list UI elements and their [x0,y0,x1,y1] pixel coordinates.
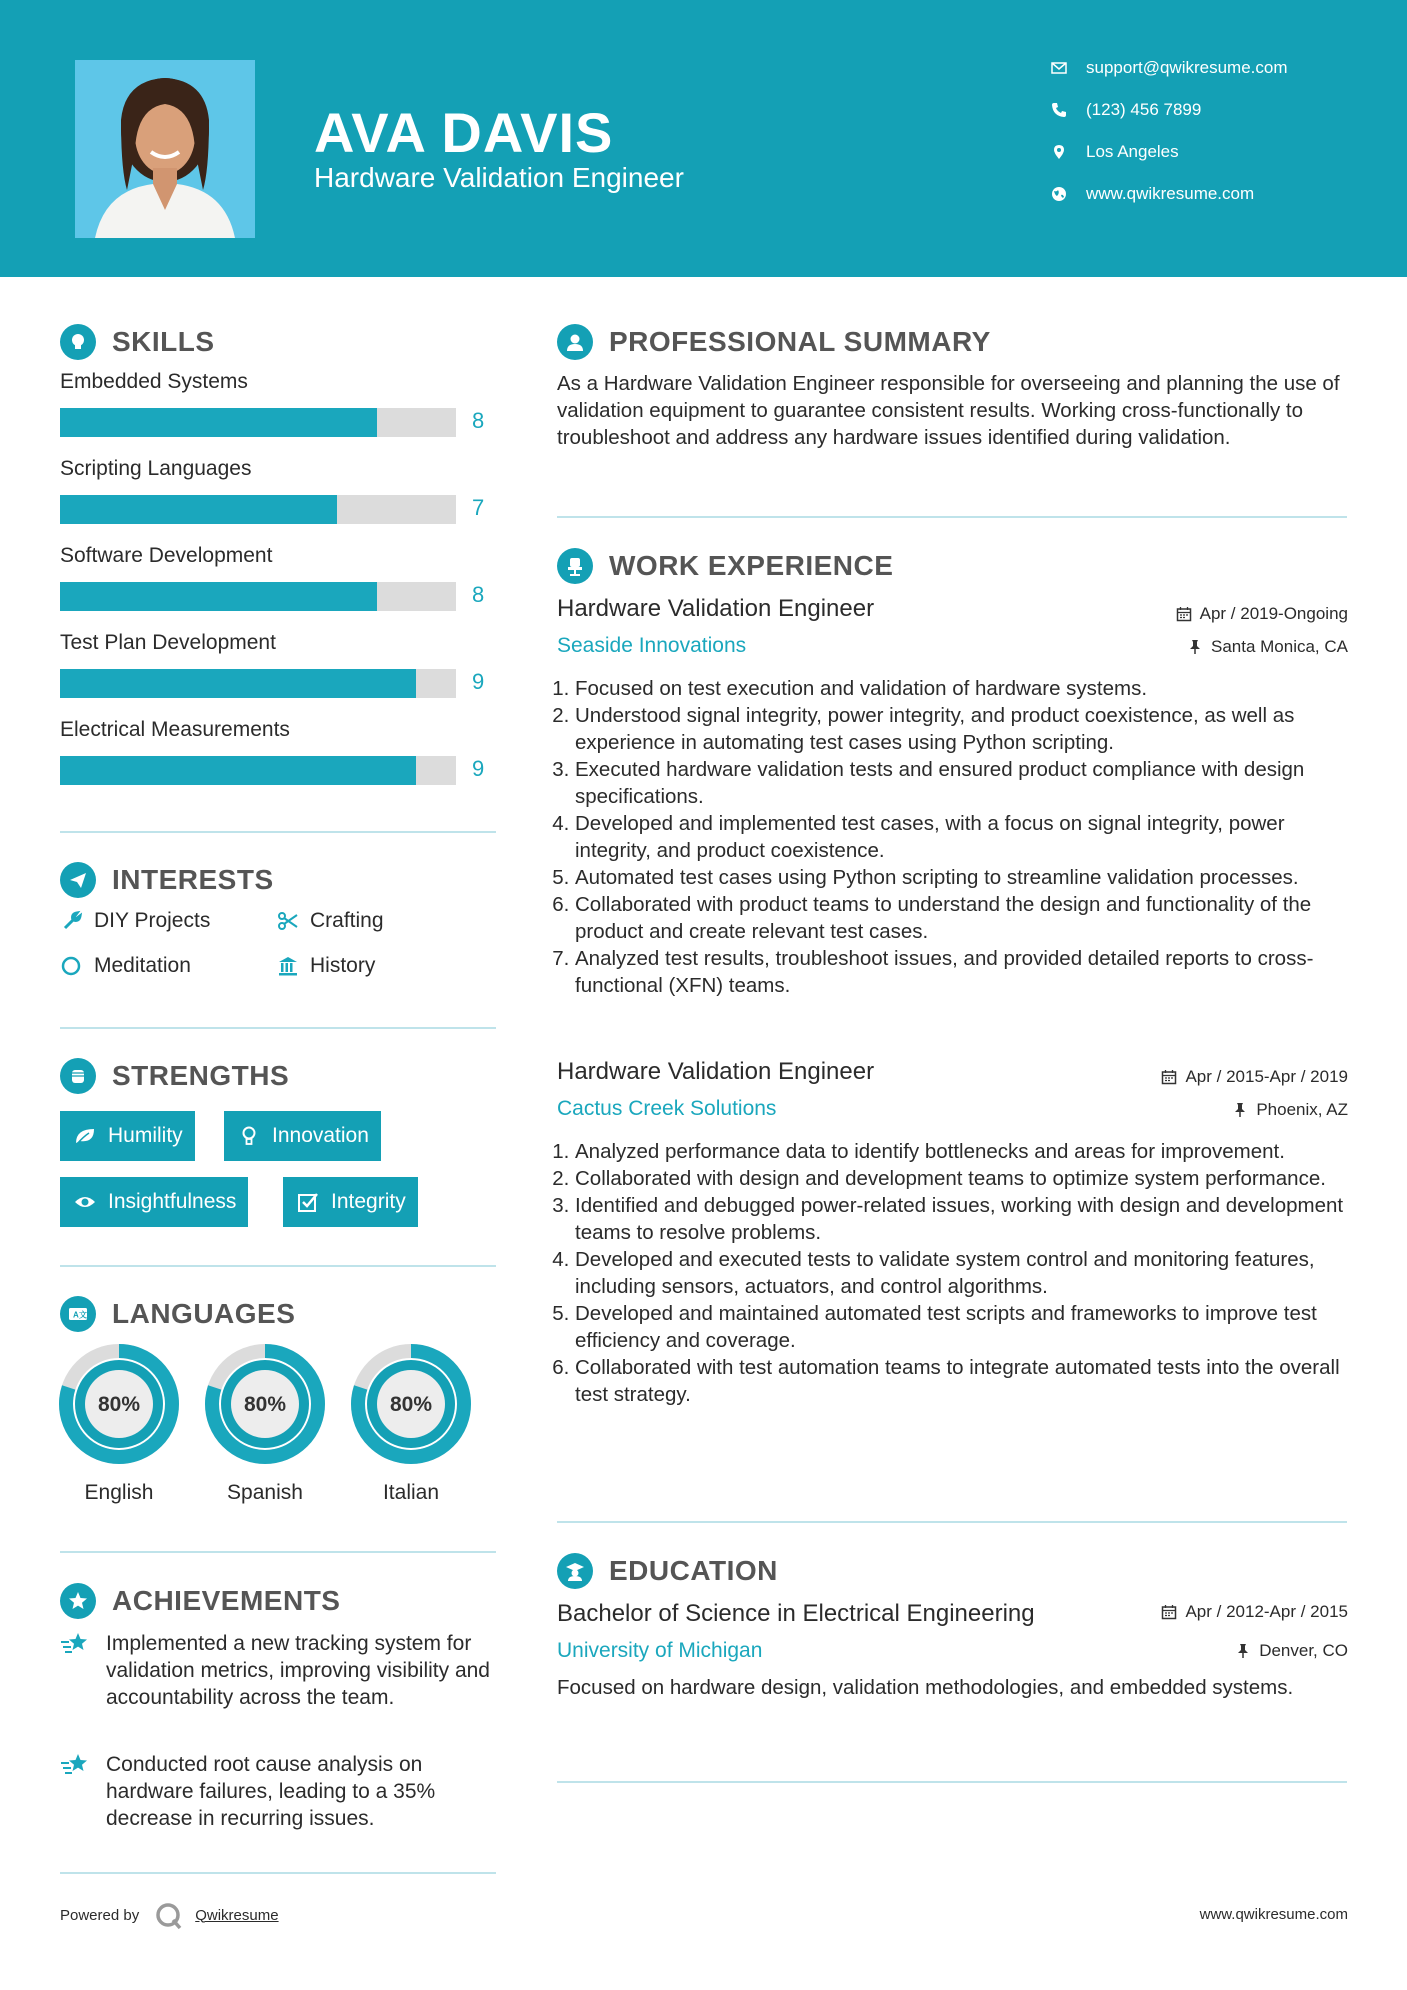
languages-heading [60,1296,295,1332]
achievement-text: Conducted root cause analysis on hardware failures, leading to a 35% decrease in recurring issues. [106,1753,436,1830]
skill-bar [60,582,456,611]
divider [60,1551,496,1553]
duty-item: 3. Executed hardware validation tests and ensured product compliance with design specifications. [575,756,1365,810]
job-location [1232,1100,1348,1120]
divider [557,1521,1347,1523]
skill-bar [60,756,456,785]
shooting-star-icon [60,1630,92,1658]
job-dates-text: Apr / 2019-Ongoing [1199,604,1348,623]
skill-bar [60,669,456,698]
interest-item [60,909,210,933]
language-ring [58,1343,180,1465]
duty-item: 5. Automated test cases using Python scripting to streamline validation processes. [575,864,1365,891]
interest-item [60,954,191,978]
duty-item: 2. Collaborated with design and development teams to optimize system performance. [575,1165,1365,1192]
strength-tag [283,1177,418,1227]
bank-icon [276,954,300,978]
job-duties [557,675,1365,999]
language-name: Italian [382,1481,440,1504]
achievements-heading-label: ACHIEVEMENTS [112,1585,341,1616]
job-location [1187,637,1348,657]
duty-item: 5. Developed and maintained automated test scripts and frameworks to improve test efficiency and coverage. [575,1300,1365,1354]
language-icon [60,1296,96,1332]
header [0,0,1407,277]
language-item [204,1343,326,1505]
scissors-icon [276,909,300,933]
skill-label: Software Development [60,544,273,567]
skill-value: 9 [472,756,485,781]
skill-label: Embedded Systems [60,370,248,393]
pushpin-icon [1232,1102,1248,1118]
contact-website-text: www.qwikresume.com [1086,184,1255,203]
skill-bar-fill [60,495,337,524]
language-percent: 80% [243,1393,287,1416]
duty-item: 4. Developed and executed tests to validate system control and monitoring features, including sensors, actuators, and control algorithms. [575,1246,1365,1300]
education-dates [1161,1602,1348,1622]
job-dates [1161,1067,1348,1087]
strength-label: Humility [108,1124,183,1147]
pushpin-icon [1187,639,1203,655]
strength-tag [224,1111,381,1161]
education-location-text: Denver, CO [1259,1641,1348,1660]
language-item [350,1343,472,1505]
education-heading-label: EDUCATION [609,1555,778,1586]
duty-item: 6. Collaborated with product teams to understand the design and functionality of the product and create relevant test cases. [575,891,1365,945]
job-location-text: Santa Monica, CA [1210,637,1348,656]
qwikresume-logo-icon [153,1900,185,1930]
divider [557,1781,1347,1783]
skills-heading [60,324,215,360]
globe-icon [1050,185,1068,203]
achievement-text: Implemented a new tracking system for validation metrics, improving visibility and accountability across the team. [106,1632,490,1709]
skill-value: 8 [472,408,485,433]
user-icon [557,324,593,360]
strength-label: Integrity [331,1190,406,1213]
skill-value: 8 [472,582,485,607]
skill-bar-fill [60,669,416,698]
candidate-name: AVA DAVIS [314,101,614,164]
strengths-heading [60,1058,289,1094]
company-name: Cactus Creek Solutions [557,1097,777,1120]
divider [60,1265,496,1267]
pushpin-icon [1235,1643,1251,1659]
language-ring [204,1343,326,1465]
eye-icon [72,1191,98,1213]
school-name: University of Michigan [557,1639,763,1662]
job-title: Hardware Validation Engineer [557,595,875,622]
interest-item [276,954,375,978]
duty-item: 7. Analyzed test results, troubleshoot issues, and provided detailed reports to cross-functional (XFN) teams. [575,945,1365,999]
language-item [58,1343,180,1505]
contact-website[interactable] [1050,184,1254,204]
svg-text:A: A [73,1310,80,1320]
map-pin-icon [1050,143,1068,161]
language-percent: 80% [389,1393,433,1416]
svg-text:文: 文 [79,1310,88,1320]
calendar-icon [1161,1604,1177,1620]
language-name: Spanish [227,1481,303,1504]
education-heading [557,1553,778,1589]
skills-heading-label: SKILLS [112,326,215,357]
company-name: Seaside Innovations [557,634,747,657]
strength-label: Insightfulness [108,1190,237,1213]
strength-label: Innovation [272,1124,369,1147]
strengths-heading-label: STRENGTHS [112,1060,290,1091]
interest-label: DIY Projects [94,909,211,932]
education-description: Focused on hardware design, validation methodologies, and embedded systems. [557,1676,1294,1699]
language-name: English [84,1481,154,1504]
envelope-icon [1050,59,1068,77]
degree-title: Bachelor of Science in Electrical Engineering [557,1600,1035,1627]
leaf-icon [72,1125,98,1147]
contact-location-text: Los Angeles [1086,142,1179,161]
divider [557,516,1347,518]
contact-phone-text: (123) 456 7899 [1086,100,1202,119]
contact-location [1050,142,1179,162]
duty-item: 6. Collaborated with test automation teams to integrate automated tests into the overall test strategy. [575,1354,1365,1408]
job-duties [557,1138,1365,1408]
achievement-item [60,1751,500,1832]
contact-phone[interactable] [1050,100,1201,120]
strength-tag [60,1177,248,1227]
interest-label: Crafting [310,909,384,932]
achievement-item [60,1630,500,1711]
experience-heading [557,548,893,584]
circle-icon [60,954,84,978]
divider [60,1872,496,1874]
contact-email[interactable] [1050,58,1288,78]
paper-plane-icon [60,862,96,898]
summary-text: As a Hardware Validation Engineer responsible for overseeing and planning the use of validation equipment to guarantee consistent results. Working cross-functionally to troubleshoot and address any hardware issues identified during validation. [557,372,1340,449]
skill-bar-fill [60,582,377,611]
brand-link[interactable]: Qwikresume [195,1906,279,1924]
skill-label: Electrical Measurements [60,718,290,741]
interest-label: History [310,954,376,977]
powered-by-text: Powered by [60,1906,140,1924]
divider [60,1027,496,1029]
job-location-text: Phoenix, AZ [1256,1100,1348,1119]
language-percent: 80% [97,1393,141,1416]
footer-branding [60,1900,279,1930]
office-chair-icon [557,548,593,584]
fist-icon [60,1058,96,1094]
experience-heading-label: WORK EXPERIENCE [609,550,894,581]
lightbulb-icon [236,1125,262,1147]
interests-heading [60,862,274,898]
interests-heading-label: INTERESTS [112,864,274,895]
footer-website[interactable]: www.qwikresume.com [1199,1906,1348,1923]
interest-label: Meditation [94,954,191,977]
skill-value: 7 [472,495,485,520]
language-ring [350,1343,472,1465]
lightbulb-icon [60,324,96,360]
skill-bar-fill [60,756,416,785]
summary-heading-label: PROFESSIONAL SUMMARY [609,326,991,357]
skill-label: Test Plan Development [60,631,276,654]
duty-item: 1. Analyzed performance data to identify bottlenecks and areas for improvement. [575,1138,1365,1165]
contact-email-text: support@qwikresume.com [1086,58,1288,77]
graduate-icon [557,1553,593,1589]
job-title: Hardware Validation Engineer [557,1058,875,1085]
skill-label: Scripting Languages [60,457,252,480]
interest-item [276,909,384,933]
skill-bar [60,495,456,524]
skill-bar [60,408,456,437]
skill-bar-fill [60,408,377,437]
check-square-icon [295,1191,321,1213]
duty-item: 4. Developed and implemented test cases, with a focus on signal integrity, power integrity, and product coexistence. [575,810,1365,864]
skill-value: 9 [472,669,485,694]
strength-tag [60,1111,195,1161]
profile-photo [75,60,255,238]
summary-heading [557,324,991,360]
duty-item: 3. Identified and debugged power-related issues, working with design and development teams to resolve problems. [575,1192,1365,1246]
education-dates-text: Apr / 2012-Apr / 2015 [1185,1602,1348,1621]
languages-heading-label: LANGUAGES [112,1298,296,1329]
calendar-icon [1161,1069,1177,1085]
phone-icon [1050,101,1068,119]
divider [60,831,496,833]
candidate-role: Hardware Validation Engineer [314,162,684,193]
job-dates [1176,604,1348,624]
education-location [1235,1641,1348,1661]
achievements-heading [60,1583,340,1619]
duty-item: 1. Focused on test execution and validation of hardware systems. [575,675,1365,702]
calendar-icon [1176,606,1192,622]
job-dates-text: Apr / 2015-Apr / 2019 [1185,1067,1348,1086]
wrench-icon [60,909,84,933]
duty-item: 2. Understood signal integrity, power integrity, and product coexistence, as well as experience in automating test cases using Python scripting. [575,702,1365,756]
shooting-star-icon [60,1751,92,1779]
star-badge-icon [60,1583,96,1619]
